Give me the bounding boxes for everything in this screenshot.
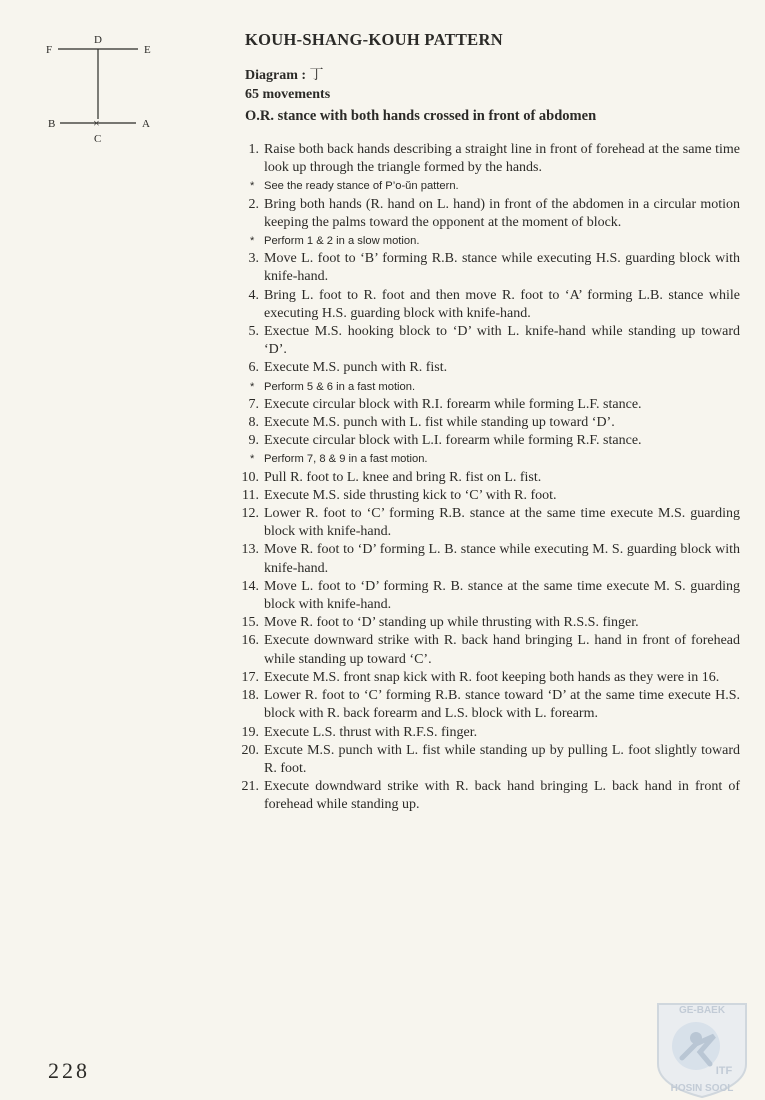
movement-text: Bring both hands (R. hand on L. hand) in front of the abdomen in a circular motion keeping the palms toward the opponent at the moment of block.: [264, 196, 740, 230]
movement-item: [240, 687, 740, 723]
movement-text: Bring L. foot to R. foot and then move R. foot to ‘A’ forming L.B. stance while executing H.S. guarding block with knife-hand.: [264, 287, 740, 321]
movement-number: 7 .: [240, 396, 259, 414]
starting-position: O.R. stance with both hands crossed in front of abdomen: [245, 108, 597, 124]
diagram-center-x: ×: [93, 116, 100, 130]
movement-list: [240, 141, 740, 815]
movement-text: Pull R. foot to L. knee and bring R. fist on L. fist.: [264, 469, 542, 485]
movement-text: Execute L.S. thrust with R.F.S. finger.: [264, 724, 478, 740]
movement-number: 3 .: [240, 250, 259, 268]
movement-number: 16 .: [240, 632, 259, 650]
diagram-label-b: B: [48, 118, 56, 130]
movement-item: [240, 287, 740, 323]
movement-text: Move R. foot to ‘D’ standing up while thrusting with R.S.S. finger.: [264, 615, 639, 631]
movement-item: [240, 505, 740, 541]
diagram-label-f: F: [46, 44, 53, 56]
movement-number: 21 .: [240, 778, 259, 796]
movement-number: 2 .: [240, 196, 259, 214]
movement-number: 1 .: [240, 141, 259, 159]
emblem-bottom-text: HOSIN SOOL: [670, 1083, 734, 1094]
emblem-top-text: GE-BAEK: [678, 1005, 726, 1016]
movement-number: 11 .: [240, 487, 259, 505]
movement-note: [240, 232, 740, 250]
movement-item: [240, 778, 740, 814]
diagram-label-a: A: [142, 118, 150, 130]
pattern-floor-diagram: [40, 28, 170, 153]
movement-item: [240, 614, 740, 632]
movement-number: 10 .: [240, 469, 259, 487]
movement-text: Lower R. foot to ‘C’ forming R.B. stance toward ‘D’ at the same time execute H.S. block with R. back forearm and L.S. block with L. forearm.: [264, 688, 740, 722]
movement-number: 14 .: [240, 578, 259, 596]
movement-text: Execute M.S. punch with L. fist while standing up toward ‘D’.: [264, 415, 615, 431]
movement-number: 6 .: [240, 359, 259, 377]
movement-text: Exectue M.S. hooking block to ‘D’ with L. knife-hand while standing up toward ‘D’.: [264, 324, 740, 358]
emblem-badge-text: ITF: [715, 1065, 733, 1077]
movement-text: Execute M.S. punch with R. fist.: [264, 360, 448, 376]
note-asterisk: *: [250, 380, 255, 393]
movement-item: [240, 742, 740, 778]
ge-baek-hosin-sool-emblem: [652, 998, 752, 1098]
movement-item: [240, 141, 740, 177]
movement-text: Excute M.S. punch with L. fist while standing up by pulling L. foot slightly toward R. foot.: [264, 742, 740, 776]
movement-text: Execute downdward strike with R. back hand bringing L. back hand in front of forehead while standing up.: [264, 779, 740, 813]
movement-number: 17 .: [240, 669, 259, 687]
movement-text: Execute circular block with R.I. forearm while forming L.F. stance.: [264, 396, 642, 412]
movement-text: Move L. foot to ‘D’ forming R. B. stance at the same time execute M. S. guarding block with knife-hand.: [264, 578, 740, 613]
movement-number: 20 .: [240, 742, 259, 760]
diagram-label-d: D: [94, 34, 102, 46]
movement-text: Execute M.S. front snap kick with R. foot keeping both hands as they were in 16.: [264, 669, 720, 685]
movement-number: 9 .: [240, 432, 259, 450]
movement-note-text: See the ready stance of P’o-ŭn pattern.: [264, 180, 459, 193]
movement-item: [240, 323, 740, 359]
movement-number: 15 .: [240, 614, 259, 632]
movement-number: 12 .: [240, 505, 259, 523]
movement-item: [240, 359, 740, 377]
movement-text: Move L. foot to ‘B’ forming R.B. stance while executing H.S. guarding block with knife-hand.: [264, 251, 740, 285]
movement-item: [240, 669, 740, 687]
movement-item: [240, 396, 740, 414]
movement-text: Execute downward strike with R. back hand bringing L. hand in front of forehead while standing up toward ‘C’.: [264, 633, 740, 667]
diagram-label: [245, 64, 324, 84]
movement-number: 5 .: [240, 323, 259, 341]
movement-item: [240, 487, 740, 505]
diagram-symbol: 丁: [309, 67, 324, 83]
movement-text: Execute M.S. side thrusting kick to ‘C’ with R. foot.: [264, 487, 557, 503]
movement-number: 8 .: [240, 414, 259, 432]
note-asterisk: *: [250, 235, 255, 248]
note-asterisk: *: [250, 453, 255, 466]
note-asterisk: *: [250, 180, 255, 193]
page-number: 228: [48, 1058, 90, 1083]
movement-item: [240, 541, 740, 577]
movement-item: [240, 432, 740, 450]
movement-item: [240, 196, 740, 232]
movement-number: 19 .: [240, 724, 259, 742]
movement-note: [240, 378, 740, 396]
movement-text: Move R. foot to ‘D’ forming L. B. stance while executing M. S. guarding block with knife-hand.: [264, 542, 740, 576]
movement-note-text: Perform 7, 8 & 9 in a fast motion.: [264, 453, 428, 466]
diagram-label-text: Diagram :: [245, 68, 307, 83]
movement-text: Execute circular block with L.I. forearm while forming R.F. stance.: [264, 433, 642, 449]
movement-note: [240, 177, 740, 195]
movement-text: Lower R. foot to ‘C’ forming R.B. stance at the same time execute M.S. guarding block with knife-hand.: [264, 506, 740, 540]
movement-number: 13 .: [240, 541, 259, 559]
movement-item: [240, 724, 740, 742]
movement-note-text: Perform 1 & 2 in a slow motion.: [264, 235, 420, 248]
movement-item: [240, 414, 740, 432]
movement-item: [240, 632, 740, 668]
pattern-title: KOUH-SHANG-KOUH PATTERN: [245, 30, 503, 49]
movement-item: [240, 578, 740, 614]
diagram-label-c: C: [94, 133, 102, 145]
movement-item: [240, 250, 740, 286]
movement-note-text: Perform 5 & 6 in a fast motion.: [264, 380, 416, 393]
movement-item: [240, 469, 740, 487]
movement-text: Raise both back hands describing a straight line in front of forehead at the same time look up through the triangle formed by the hands.: [264, 142, 740, 176]
movement-note: [240, 450, 740, 468]
movement-count: 65 movements: [245, 87, 331, 102]
movement-number: 18 .: [240, 687, 259, 705]
diagram-label-e: E: [144, 44, 151, 56]
movement-number: 4 .: [240, 287, 259, 305]
